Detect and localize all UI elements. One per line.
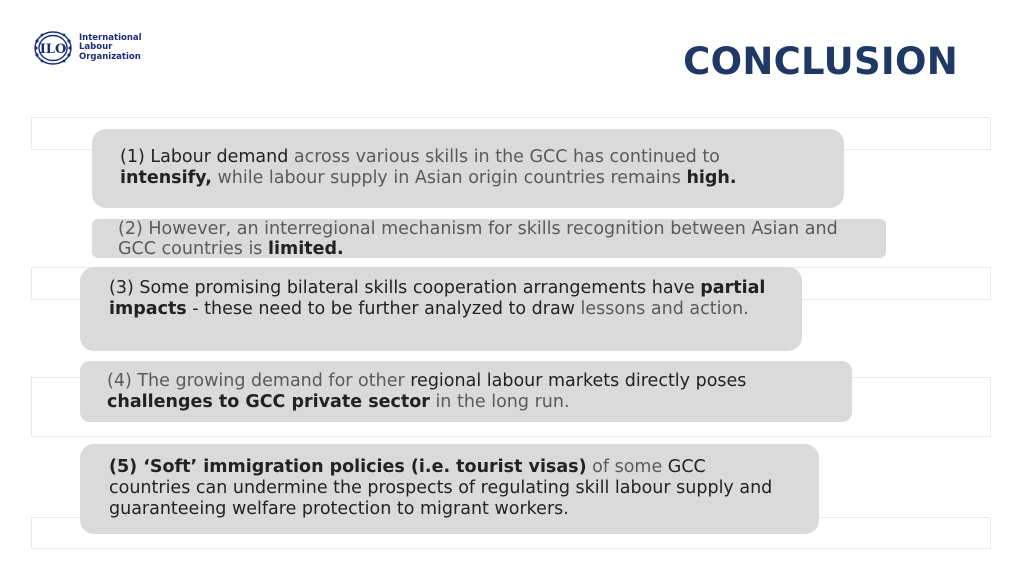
point-segment: intensify,: [120, 168, 212, 188]
svg-text:ILO: ILO: [39, 42, 67, 57]
point-segment: high.: [686, 168, 737, 188]
point-segment: (4) The growing demand for other: [107, 371, 411, 391]
point-segment: in the long run.: [429, 392, 570, 412]
logo-line-2: Labour: [79, 42, 113, 53]
point-segment: while labour supply in Asian origin countries remains: [211, 168, 687, 188]
point-text-5: [109, 457, 779, 520]
point-segment: across various skills in the GCC has continued to: [288, 147, 720, 167]
point-segment: (2) However, an interregional mechanism for skills recognition between Asian and GCC countries is: [118, 219, 838, 259]
point-segment: regional labour markets directly poses: [410, 371, 747, 391]
ilo-logo: [32, 29, 142, 67]
logo-line-1: International: [79, 32, 142, 43]
point-segment: GCC countries can undermine the prospects of regulating skill labour supply and guaranteeing welfare protection to migrant workers.: [109, 457, 773, 519]
logo-line-3: Organization: [79, 51, 141, 62]
point-text-4: [107, 371, 812, 413]
point-box-5: [80, 444, 819, 534]
point-segment: (1) Labour demand: [120, 147, 289, 167]
slide-title: CONCLUSION: [683, 40, 958, 83]
point-text-3: [109, 278, 772, 320]
point-text-1: [120, 147, 814, 189]
point-box-3: [80, 267, 802, 351]
point-segment: lessons and action.: [580, 299, 749, 319]
point-segment: partial impacts: [109, 278, 766, 319]
point-text-2: [118, 219, 864, 259]
point-segment: of some: [586, 457, 668, 477]
logo-text: [79, 34, 142, 63]
point-segment: (5) ‘Soft’ immigration policies (i.e. tourist visas): [109, 457, 587, 477]
point-box-4: [80, 361, 852, 422]
point-box-2: [92, 219, 886, 258]
point-segment: (3) Some promising bilateral skills cooperation arrangements have: [109, 278, 701, 298]
ilo-emblem-icon: [32, 29, 74, 67]
point-segment: - these need to be further analyzed to draw: [186, 299, 581, 319]
point-segment: challenges to GCC private sector: [107, 392, 430, 412]
point-segment: limited.: [267, 239, 344, 259]
point-box-1: [92, 129, 844, 208]
